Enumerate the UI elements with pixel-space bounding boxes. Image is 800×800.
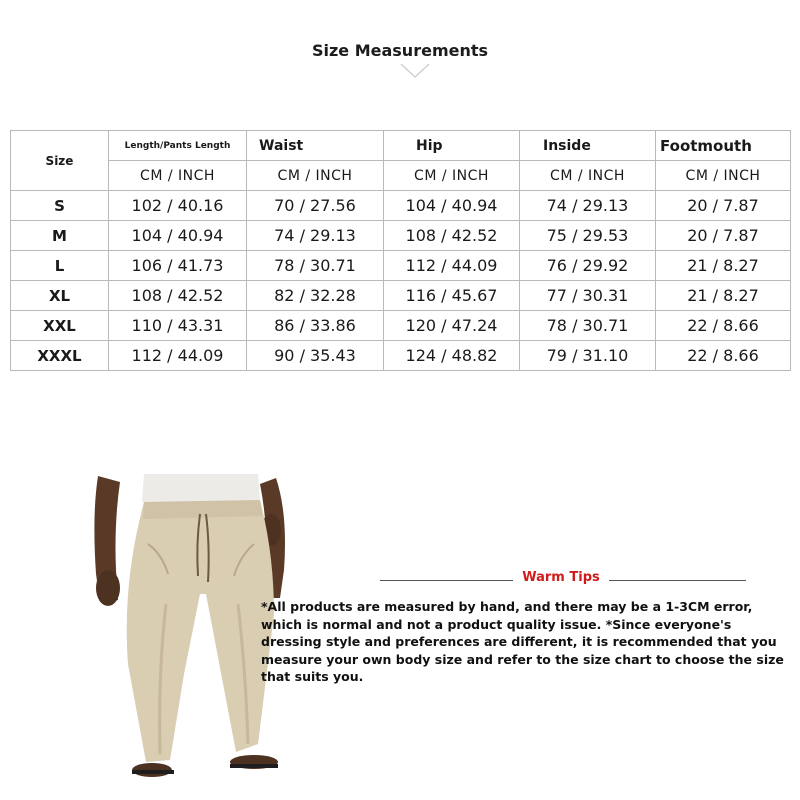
waist-cell: 82 / 32.28 <box>247 281 384 311</box>
unit-label: CM / INCH <box>656 161 791 191</box>
length-cell: 104 / 40.94 <box>109 221 247 251</box>
table-row <box>11 311 791 341</box>
waist-cell: 90 / 35.43 <box>247 341 384 371</box>
table-header-row <box>11 131 791 161</box>
size-cell: M <box>11 221 109 251</box>
hip-column-header: Hip <box>384 131 520 161</box>
unit-label: CM / INCH <box>384 161 520 191</box>
waist-column-header: Waist <box>247 131 384 161</box>
length-cell: 112 / 44.09 <box>109 341 247 371</box>
footmouth-cell: 22 / 8.66 <box>656 311 791 341</box>
inside-cell: 74 / 29.13 <box>520 191 656 221</box>
size-cell: S <box>11 191 109 221</box>
table-row <box>11 191 791 221</box>
hip-cell: 120 / 47.24 <box>384 311 520 341</box>
hip-cell: 108 / 42.52 <box>384 221 520 251</box>
waist-cell: 86 / 33.86 <box>247 311 384 341</box>
unit-label: CM / INCH <box>109 161 247 191</box>
unit-row <box>11 161 791 191</box>
size-chart-table <box>10 130 791 371</box>
warm-tips-text: *All products are measured by hand, and there may be a 1-3CM error, which is normal and not a product quality issue. *Since everyone's dressing style and preferences are different, it is recommended that you measure your own body size and refer to the size chart to choose the size that suits you. <box>261 599 784 685</box>
footmouth-cell: 22 / 8.66 <box>656 341 791 371</box>
tips-divider-left <box>380 580 513 581</box>
size-cell: L <box>11 251 109 281</box>
waist-cell: 74 / 29.13 <box>247 221 384 251</box>
inside-cell: 78 / 30.71 <box>520 311 656 341</box>
length-cell: 106 / 41.73 <box>109 251 247 281</box>
warm-tips-title: Warm Tips <box>522 570 600 585</box>
hip-cell: 104 / 40.94 <box>384 191 520 221</box>
tips-divider-right <box>609 580 746 581</box>
table-row <box>11 221 791 251</box>
size-column-header: Size <box>11 131 109 191</box>
hip-cell: 116 / 45.67 <box>384 281 520 311</box>
inside-column-header: Inside <box>520 131 656 161</box>
footmouth-cell: 21 / 8.27 <box>656 251 791 281</box>
unit-label: CM / INCH <box>247 161 384 191</box>
footmouth-cell: 20 / 7.87 <box>656 221 791 251</box>
footmouth-cell: 20 / 7.87 <box>656 191 791 221</box>
waist-cell: 78 / 30.71 <box>247 251 384 281</box>
size-cell: XXL <box>11 311 109 341</box>
length-cell: 110 / 43.31 <box>109 311 247 341</box>
chevron-down-icon <box>400 62 430 80</box>
hip-cell: 112 / 44.09 <box>384 251 520 281</box>
table-row <box>11 251 791 281</box>
length-cell: 108 / 42.52 <box>109 281 247 311</box>
length-column-header: Length/Pants Length <box>109 131 247 161</box>
inside-cell: 77 / 30.31 <box>520 281 656 311</box>
footmouth-cell: 21 / 8.27 <box>656 281 791 311</box>
unit-label: CM / INCH <box>520 161 656 191</box>
inside-cell: 76 / 29.92 <box>520 251 656 281</box>
table-row <box>11 341 791 371</box>
inside-cell: 79 / 31.10 <box>520 341 656 371</box>
hip-cell: 124 / 48.82 <box>384 341 520 371</box>
size-cell: XL <box>11 281 109 311</box>
waist-cell: 70 / 27.56 <box>247 191 384 221</box>
page-title: Size Measurements <box>311 41 489 60</box>
inside-cell: 75 / 29.53 <box>520 221 656 251</box>
table-row <box>11 281 791 311</box>
footmouth-column-header: Footmouth <box>656 131 791 161</box>
size-cell: XXXL <box>11 341 109 371</box>
length-cell: 102 / 40.16 <box>109 191 247 221</box>
